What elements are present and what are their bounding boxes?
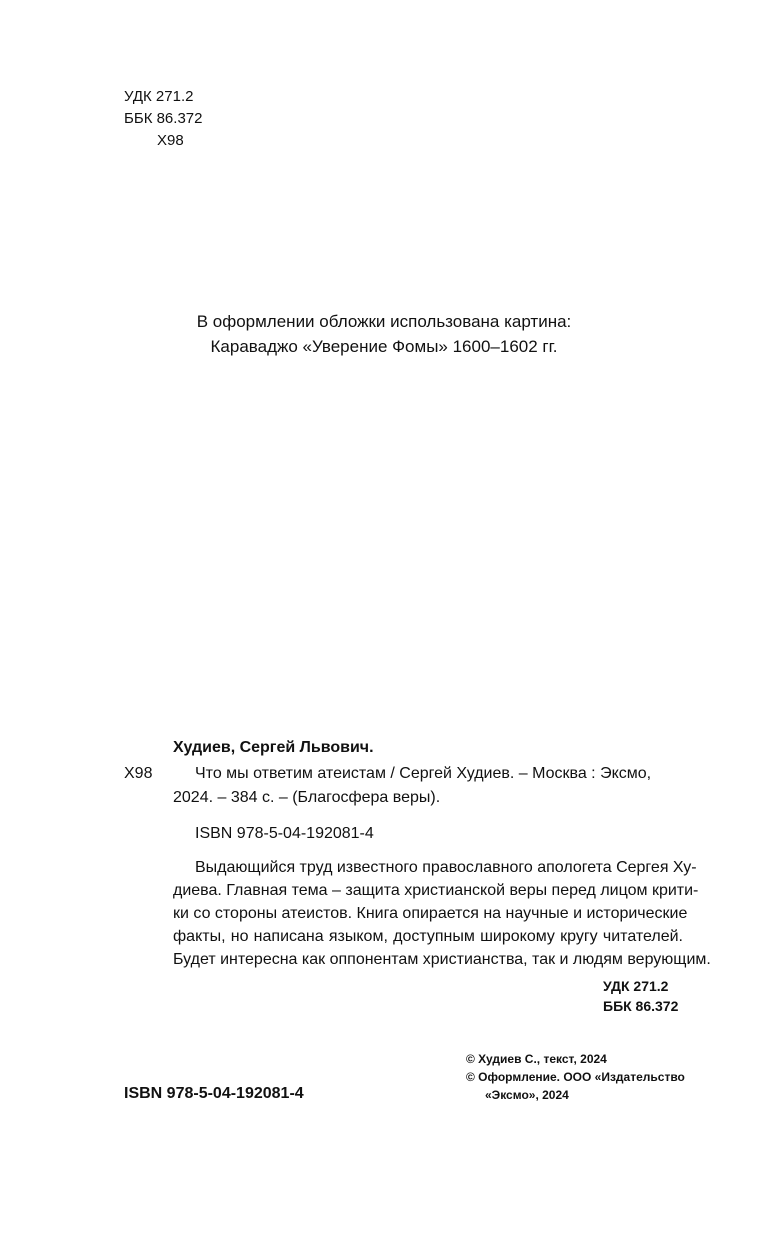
author-mark-top: Х98 (157, 132, 184, 149)
catalog-udk: УДК 271.2 (603, 978, 669, 994)
copyright-design-line-1: © Оформление. ООО «Издательство (466, 1070, 685, 1084)
cover-note-line-1: В оформлении обложки использована картина: (196, 312, 572, 331)
abstract-line: факты, но написана языком, доступным широкому кругу читателей. (173, 928, 683, 945)
abstract-line: диева. Главная тема – защита христианской веры перед лицом крити- (173, 882, 699, 899)
catalog-isbn: ISBN 978-5-04-192081-4 (195, 825, 374, 842)
copyright-design-line-2: «Эксмо», 2024 (485, 1088, 569, 1102)
abstract-line: Будет интересна как оппонентам христианства, так и людям верующим. (173, 951, 711, 968)
footer-isbn: ISBN 978-5-04-192081-4 (124, 1085, 304, 1102)
copyright-text: © Худиев С., текст, 2024 (466, 1052, 607, 1066)
bbk-code-top: ББК 86.372 (124, 110, 203, 127)
catalog-title-line-1: Что мы ответим атеистам / Сергей Худиев. – Москва : Эксмо, (195, 765, 652, 782)
catalog-bbk: ББК 86.372 (603, 998, 679, 1014)
abstract-line: Выдающийся труд известного православного апологета Сергея Ху- (195, 859, 697, 876)
catalog-author: Худиев, Сергей Львович. (173, 739, 374, 756)
catalog-title-line-2: 2024. – 384 с. – (Благосфера веры). (173, 789, 441, 806)
udk-code-top: УДК 271.2 (124, 88, 194, 105)
abstract-line: ки со стороны атеистов. Книга опирается на научные и исторические (173, 905, 688, 922)
catalog-author-mark: Х98 (124, 765, 153, 782)
cover-note-line-2: Караваджо «Уверение Фомы» 1600–1602 гг. (210, 337, 558, 356)
